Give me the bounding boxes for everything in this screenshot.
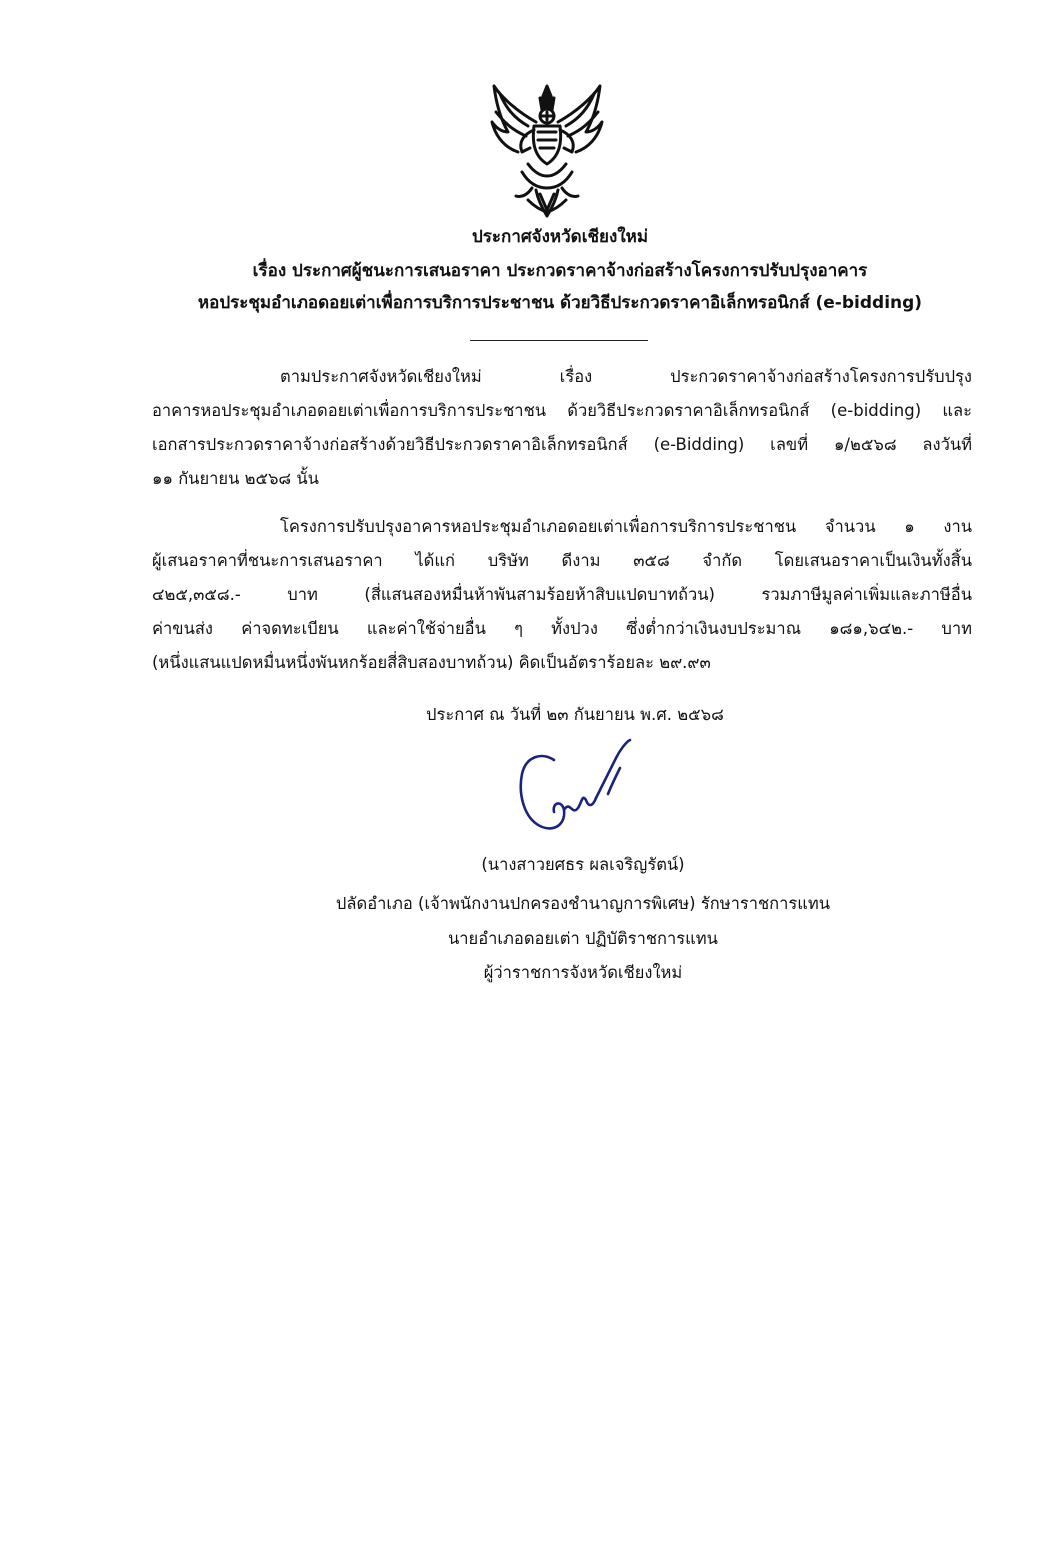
paragraph-line: ตามประกาศจังหวัดเชียงใหม่ เรื่อง ประกวดราคาจ้างก่อสร้างโครงการปรับปรุง [280, 367, 972, 386]
signer-position-1: ปลัดอำเภอ (เจ้าพนักงานปกครองชำนาญการพิเศษ) รักษาราชการแทน [335, 894, 831, 913]
paragraph-winner [152, 510, 972, 680]
paragraph-reference [152, 360, 972, 496]
garuda-emblem-icon [488, 82, 606, 220]
paragraph-line: เอกสารประกวดราคาจ้างก่อสร้างด้วยวิธีประกวดราคาอิเล็กทรอนิกส์ (e-Bidding) เลขที่ ๑/๒๕๖๘ ลงวันที่ [152, 435, 972, 454]
paragraph-line: ค่าขนส่ง ค่าจดทะเบียน และค่าใช้จ่ายอื่น ๆ ทั้งปวง ซึ่งต่ำกว่าเงินงบประมาณ ๑๘๑,๖๔๒.- บาท [152, 619, 972, 638]
signer-position-2: นายอำเภอดอยเต่า ปฏิบัติราชการแทน [448, 929, 718, 948]
paragraph-line: อาคารหอประชุมอำเภอดอยเต่าเพื่อการบริการประชาชน ด้วยวิธีประกวดราคาอิเล็กทรอนิกส์ (e-bidding) และ [152, 401, 972, 420]
title-divider [470, 340, 648, 341]
paragraph-line: โครงการปรับปรุงอาคารหอประชุมอำเภอดอยเต่าเพื่อการบริการประชาชน จำนวน ๑ งาน [280, 517, 972, 536]
paragraph-line: (หนึ่งแสนแปดหมื่นหนึ่งพันหกร้อยสี่สิบสองบาทถ้วน) คิดเป็นอัตราร้อยละ ๒๙.๙๓ [152, 653, 711, 672]
announce-date: ประกาศ ณ วันที่ ๒๓ กันยายน พ.ศ. ๒๕๖๘ [426, 705, 724, 724]
paragraph-line: ๑๑ กันยายน ๒๕๖๘ นั้น [152, 469, 319, 488]
signer-name: (นางสาวยศธร ผลเจริญรัตน์) [481, 855, 685, 874]
subject-line-1: เรื่อง ประกาศผู้ชนะการเสนอราคา ประกวดราคาจ้างก่อสร้างโครงการปรับปรุงอาคาร [252, 261, 868, 281]
subject-line-2: หอประชุมอำเภอดอยเต่าเพื่อการบริการประชาชน ด้วยวิธีประกวดราคาอิเล็กทรอนิกส์ (e-bidding) [197, 293, 923, 313]
handwritten-signature-icon [512, 738, 640, 844]
signer-position-3: ผู้ว่าราชการจังหวัดเชียงใหม่ [483, 963, 683, 982]
paragraph-line: ๔๒๕,๓๕๘.- บาท (สี่แสนสองหมื่นห้าพันสามร้อยห้าสิบแปดบาทถ้วน) รวมภาษีมูลค่าเพิ่มและภาษีอื่น [152, 585, 972, 604]
document-title: ประกาศจังหวัดเชียงใหม่ [471, 227, 649, 247]
paragraph-line: ผู้เสนอราคาที่ชนะการเสนอราคา ได้แก่ บริษัท ดีงาม ๓๕๘ จำกัด โดยเสนอราคาเป็นเงินทั้งสิ้น [152, 551, 972, 570]
